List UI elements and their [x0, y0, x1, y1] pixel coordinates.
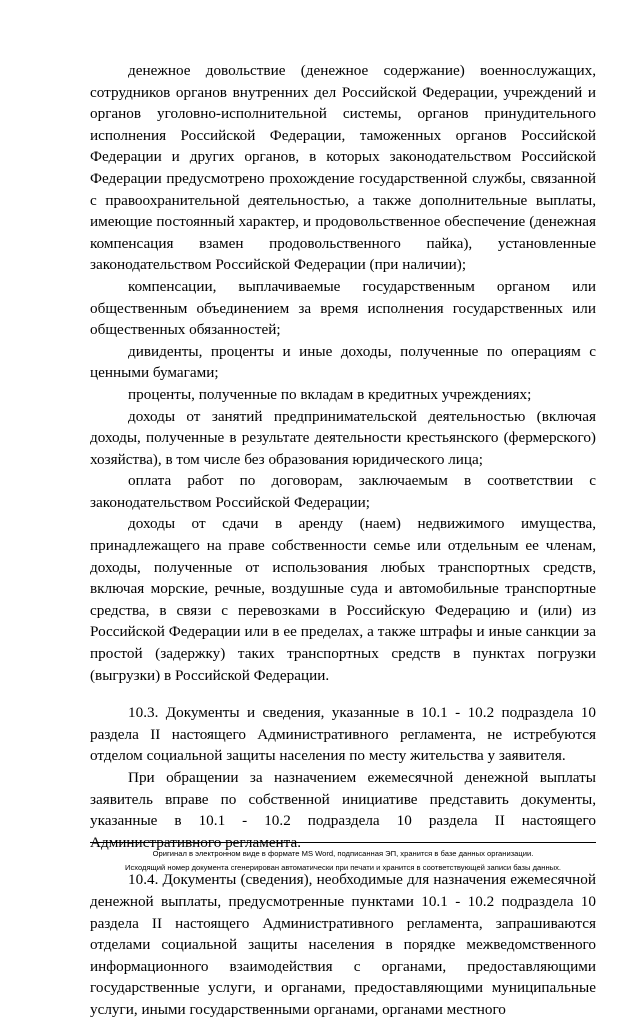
paragraph-rental-income: доходы от сдачи в аренду (наем) недвижимого имущества, принадлежащего на праве собственности семье или отдельным ее членам, доходы, полученные от использования любых транспортных средств, включая морские, речные, воздушные суда и автомобильные транспортные средства, в связи с перевозками в Российскую Федерацию и (или) из Российской Федерации или в ее пределах, а также штрафы и иные санкции за простой (задержку) таких транспортных средств в пунктах погрузки (выгрузки) в Российской Федерации. [90, 515, 596, 684]
paragraph-10-4: 10.4. Документы (сведения), необходимые для назначения ежемесячной денежной выплаты, предусмотренные пунктами 10.1 - 10.2 подраздела 10 раздела II настоящего Административного регламента, запрашиваются отделами социальной защиты населения в порядке межведомственного информационного взаимодействия с органами, предоставляющими государственные услуги, и органами, предоставляющими муниципальные услуги, иными государственными органами, органами местного [90, 871, 596, 1018]
page-footer [90, 847, 596, 875]
paragraph-deposit-interest: проценты, полученные по вкладам в кредитных учреждениях; [128, 385, 532, 403]
footer-number-note: Исходящий номер документа сгенерирован автоматически при печати и хранится в соответствующей записи базы данных. [124, 863, 561, 872]
paragraph-contract-payments: оплата работ по договорам, заключаемым в соответствии с законодательством Российской Федерации; [90, 472, 596, 511]
document-body [90, 60, 596, 1021]
paragraph-own-initiative: При обращении за назначением ежемесячной денежной выплаты заявитель вправе по собственной инициативе представить документы, указанные в 10.1 - 10.2 подраздела 10 раздела II настоящего Административного регламента. [90, 769, 596, 851]
paragraph-10-3: 10.3. Документы и сведения, указанные в 10.1 - 10.2 подраздела 10 раздела II настоящего Административного регламента, не истребуются отделом социальной защиты населения по месту жительства у заявителя. [90, 704, 596, 765]
paragraph-monetary-allowance: денежное довольствие (денежное содержание) военнослужащих, сотрудников органов внутренних дел Российской Федерации, учреждений и органов уголовно-исполнительной системы, органов принудительного исполнения Российской Федерации, таможенных органов Российской Федерации и других органов, в которых законодательством Российской Федерации предусмотрено прохождение государственной службы, связанной с правоохранительной деятельностью, а также дополнительные выплаты, имеющие постоянный характер, и продовольственное обеспечение (денежная компенсация взамен продовольственного пайка), установленные законодательством Российской Федерации (при наличии); [90, 62, 596, 274]
paragraph-business-income: доходы от занятий предпринимательской деятельностью (включая доходы, полученные в результате деятельности крестьянского (фермерского) хозяйства), в том числе без образования юридического лица; [90, 407, 596, 468]
footer-original-note: Оригинал в электронном виде в формате MS Word, подписанная ЭП, хранится в базе данных организации. [152, 849, 534, 858]
paragraph-compensations: компенсации, выплачиваемые государственным органом или общественным объединением за время исполнения государственных или общественных обязанностей; [90, 277, 596, 339]
paragraph-dividends: дивиденты, проценты и иные доходы, полученные по операциям с ценными бумагами; [90, 342, 596, 382]
footer-divider [90, 842, 596, 843]
